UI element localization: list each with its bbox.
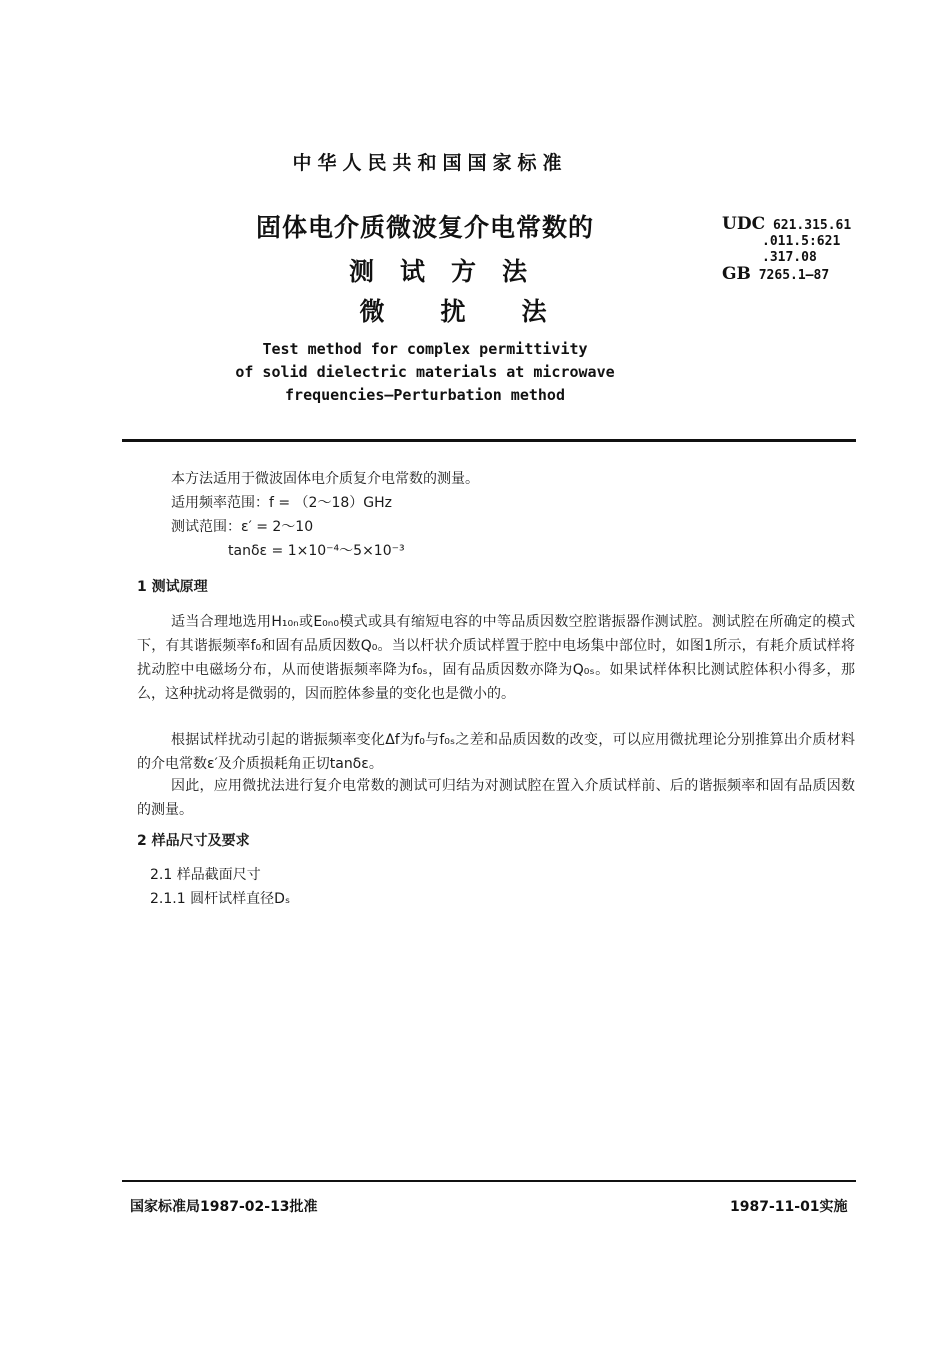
test-range: 测试范围：ε′ = 2～10 <box>171 519 314 535</box>
approval-date: 国家标准局1987-02-13批准 <box>130 1199 318 1215</box>
english-title <box>220 338 630 407</box>
section-2-heading: 2 样品尺寸及要求 <box>137 833 250 849</box>
subsection-2-1-1: 2.1.1 圆杆试样直径Dₛ <box>150 891 291 907</box>
udc-label: UDC <box>722 214 766 234</box>
udc-code-2: .011.5:621 <box>762 234 841 249</box>
header-divider <box>122 439 856 442</box>
frequency-range: 适用频率范围：f = （2～18）GHz <box>171 495 393 511</box>
effective-date: 1987-11-01实施 <box>730 1199 848 1215</box>
section-1-paragraph-3: 因此，应用微扰法进行复介电常数的测试可归结为对测试腔在置入介质试样前、后的谐振频率和固有品质因数的测量。 <box>137 778 855 818</box>
footer-divider <box>122 1180 856 1182</box>
subsection-2-1: 2.1 样品截面尺寸 <box>150 867 261 883</box>
chinese-title-line-1: 固体电介质微波复介电常数的 <box>255 213 594 242</box>
chinese-title-line-2: 测试方法 <box>348 257 553 286</box>
tan-delta-range: tanδε = 1×10⁻⁴～5×10⁻³ <box>228 543 405 559</box>
scope-statement: 本方法适用于微波固体电介质复介电常数的测量。 <box>171 471 479 487</box>
classification-block <box>722 216 862 284</box>
udc-code-1: 621.315.61 <box>772 218 852 233</box>
section-1-paragraph-2: 根据试样扰动引起的谐振频率变化Δf为f₀与f₀ₛ之差和品质因数的改变，可以应用微扰理论分别推算出介质材料的介电常数ε′及介质损耗角正切tanδε。 <box>137 732 855 772</box>
english-title-line-3: frequencies—Perturbation method <box>285 386 565 404</box>
nation-standard-title: 中华人民共和国国家标准 <box>292 152 568 174</box>
gb-number: 7265.1—87 <box>758 268 830 283</box>
section-1-heading: 1 测试原理 <box>137 579 208 595</box>
english-title-line-2: of solid dielectric materials at microwave <box>235 363 615 381</box>
english-title-line-1: Test method for complex permittivity <box>262 340 588 358</box>
chinese-title-line-3: 微扰法 <box>359 297 603 326</box>
section-1-paragraph-1: 适当合理地选用H₁₀ₙ或E₀ₙ₀模式或具有缩短电容的中等品质因数空腔谐振器作测试腔。测试腔在所确定的模式下，有其谐振频率f₀和固有品质因数Q₀。当以杆状介质试样置于腔中电场集中部位时，如图1所示，有耗介质试样将扰动腔中电磁场分布，从而使谐振频率降为f₀ₛ，固有品质因数亦降为Q₀ₛ。如果试样体积比测试腔体积小得多，那么，这种扰动将是微弱的，因而腔体参量的变化也是微小的。 <box>137 614 855 702</box>
udc-code-3: .317.08 <box>762 250 817 265</box>
gb-label: GB <box>722 264 751 284</box>
